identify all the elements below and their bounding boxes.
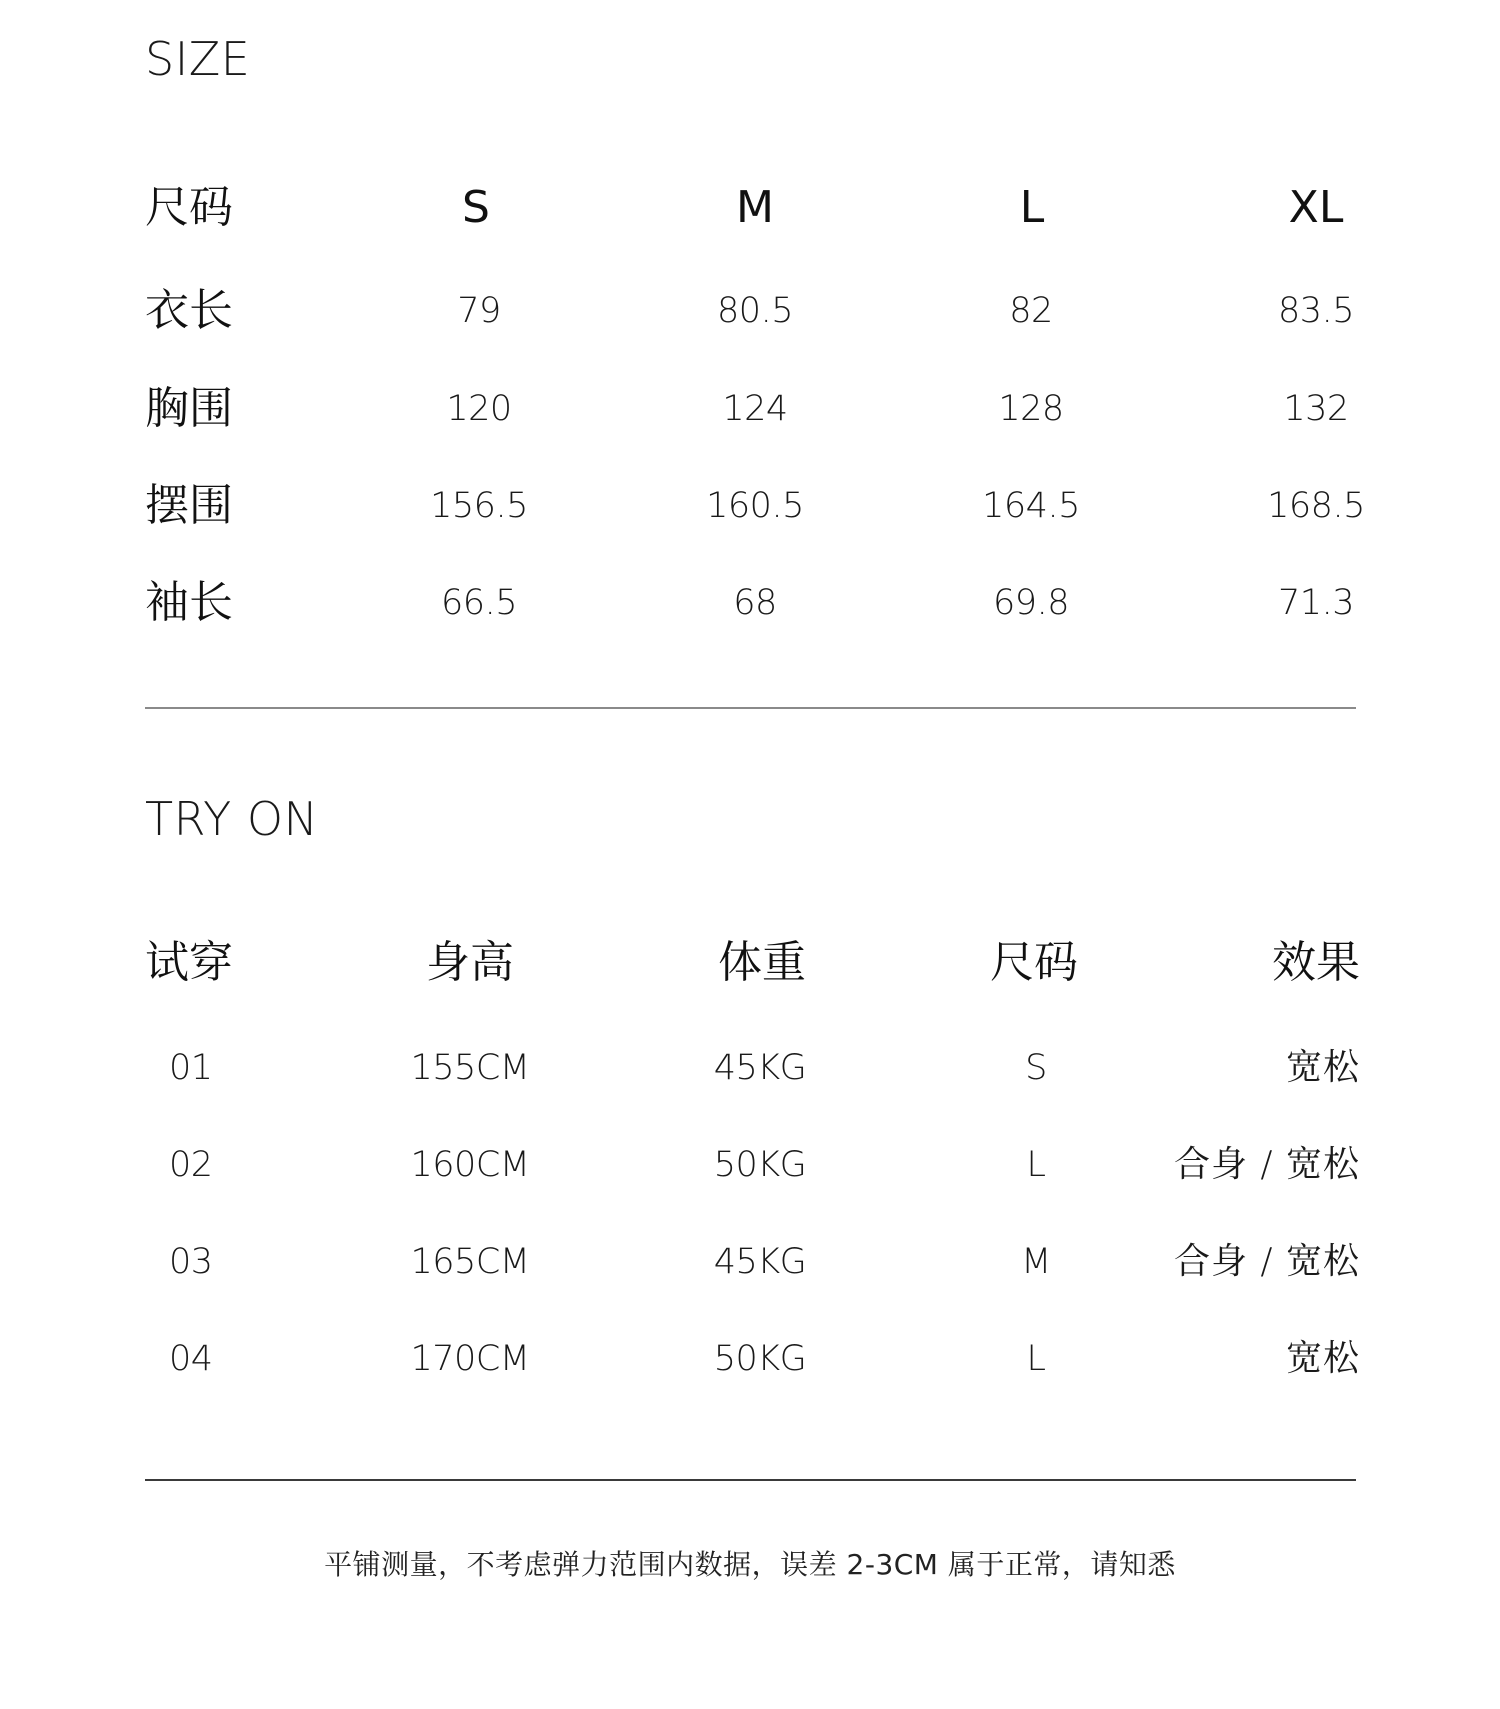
size-cell: 120 [446, 389, 512, 429]
try-on-height: 155CM [410, 1048, 530, 1088]
try-on-header-effect: 效果 [1272, 937, 1360, 988]
size-section-title: SIZE [145, 32, 251, 86]
size-cell: 164.5 [982, 486, 1080, 526]
size-cell: 68 [733, 583, 777, 623]
size-cell: 66.5 [441, 583, 517, 623]
size-row-length [0, 281, 1500, 341]
try-on-weight: 50KG [713, 1339, 807, 1379]
size-row-sleeve [0, 573, 1500, 633]
try-on-effect: 合身 / 宽松 [1173, 1144, 1360, 1185]
try-on-effect: 宽松 [1285, 1047, 1360, 1088]
try-on-effect: 宽松 [1285, 1338, 1360, 1379]
size-cell: 124 [722, 389, 788, 429]
try-on-size: L [1026, 1145, 1046, 1185]
size-header-label: 尺码 [145, 182, 233, 233]
try-on-row [0, 1135, 1500, 1195]
try-on-header-row [0, 933, 1500, 993]
try-on-height: 170CM [410, 1339, 530, 1379]
size-header-s: S [462, 182, 490, 233]
size-cell: 80.5 [717, 291, 793, 331]
try-on-id: 02 [169, 1145, 213, 1185]
try-on-height: 165CM [410, 1242, 530, 1282]
size-header-xl: XL [1288, 182, 1344, 233]
size-row-label: 衣长 [145, 285, 233, 336]
try-on-size: M [1021, 1242, 1051, 1282]
try-on-effect: 合身 / 宽松 [1173, 1241, 1360, 1282]
size-cell: 156.5 [430, 486, 528, 526]
size-row-label: 胸围 [145, 383, 233, 434]
try-on-header-weight: 体重 [718, 937, 806, 988]
try-on-row [0, 1038, 1500, 1098]
try-on-header-height: 身高 [426, 937, 514, 988]
size-row-label: 摆围 [145, 480, 233, 531]
size-table-header-row [0, 178, 1500, 238]
size-header-l: L [1019, 182, 1045, 233]
measurement-footnote: 平铺测量，不考虑弹力范围内数据，误差 2-3CM 属于正常，请知悉 [324, 1548, 1176, 1581]
try-on-weight: 45KG [713, 1048, 807, 1088]
size-cell: 82 [1009, 291, 1053, 331]
size-section-divider [145, 707, 1356, 709]
size-cell: 71.3 [1278, 583, 1354, 623]
try-on-section-divider [145, 1479, 1356, 1481]
try-on-section-title: TRY ON [145, 792, 319, 846]
size-cell: 128 [998, 389, 1064, 429]
try-on-height: 160CM [410, 1145, 530, 1185]
try-on-id: 03 [169, 1242, 213, 1282]
try-on-header-size: 尺码 [990, 937, 1078, 988]
try-on-id: 04 [169, 1339, 213, 1379]
try-on-row [0, 1329, 1500, 1389]
try-on-size: L [1026, 1339, 1046, 1379]
try-on-weight: 45KG [713, 1242, 807, 1282]
size-row-chest [0, 379, 1500, 439]
size-cell: 69.8 [993, 583, 1069, 623]
size-header-m: M [736, 182, 774, 233]
try-on-size: S [1025, 1048, 1047, 1088]
try-on-header-model: 试穿 [145, 937, 233, 988]
size-cell: 79 [457, 291, 501, 331]
size-row-label: 袖长 [145, 577, 233, 628]
try-on-id: 01 [169, 1048, 213, 1088]
try-on-weight: 50KG [713, 1145, 807, 1185]
size-cell: 168.5 [1267, 486, 1365, 526]
try-on-row [0, 1232, 1500, 1292]
size-cell: 83.5 [1278, 291, 1354, 331]
size-row-hem [0, 476, 1500, 536]
size-cell: 160.5 [706, 486, 804, 526]
size-cell: 132 [1283, 389, 1349, 429]
